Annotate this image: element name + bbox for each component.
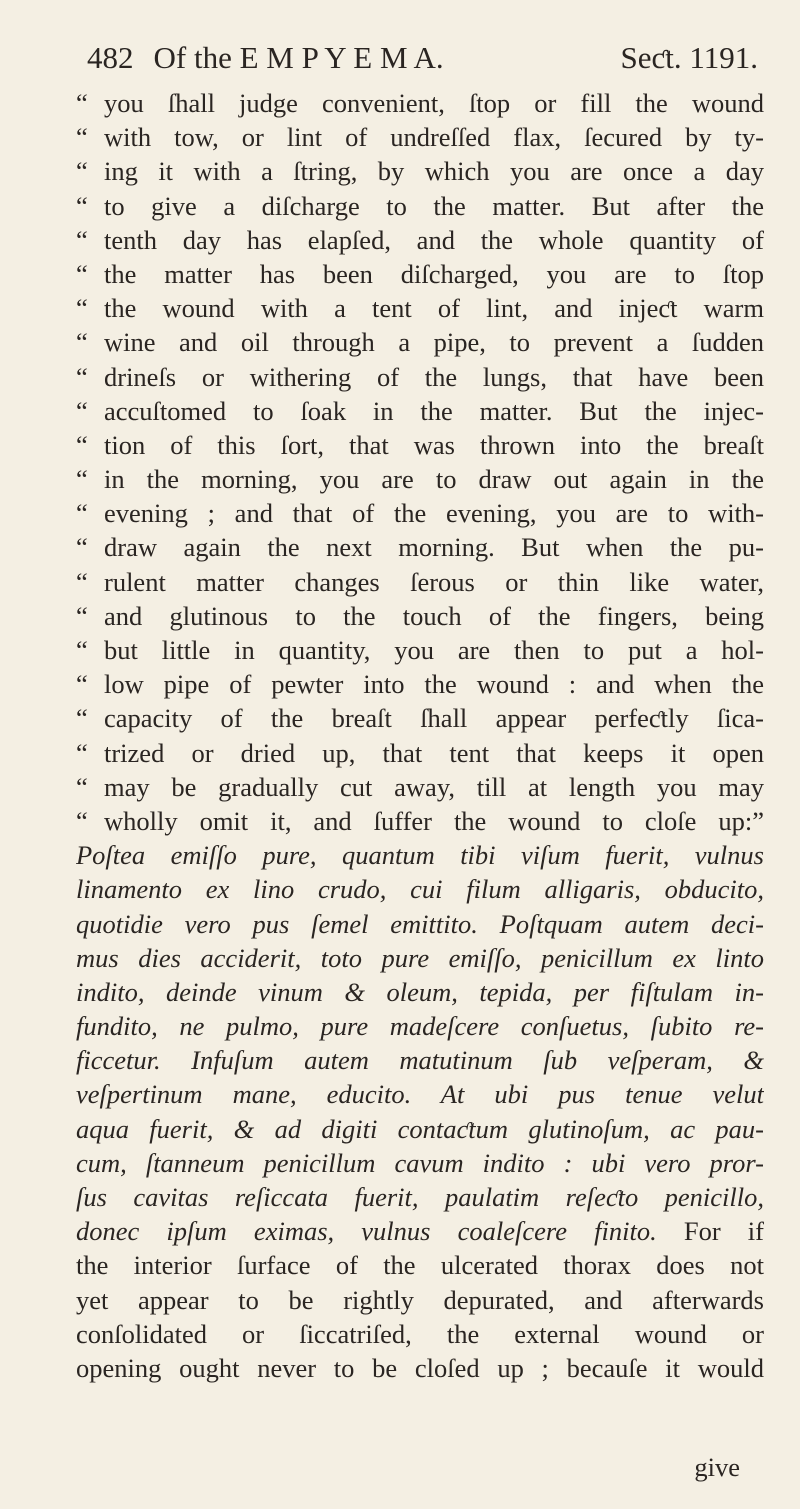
- english-text: wine and oil through a pipe, to prevent a ſudden: [104, 327, 764, 358]
- text-line: [76, 257, 764, 291]
- quote-mark: “: [76, 156, 88, 187]
- text-line: [76, 633, 764, 667]
- quoted-passage: [76, 86, 764, 838]
- text-line: [76, 565, 764, 599]
- latin-text: fundito, ne pulmo, pure madeſcere conſuetus, ſubito re-: [76, 1011, 764, 1042]
- text-line: [76, 975, 764, 1009]
- quote-mark: “: [76, 464, 88, 495]
- text-line: [76, 394, 764, 428]
- text-line: [76, 1214, 764, 1248]
- quote-mark: “: [76, 258, 88, 289]
- text-line: [76, 496, 764, 530]
- english-text: draw again the next morning. But when the pu-: [104, 532, 764, 563]
- english-text: with tow, or lint of undreſſed flax, ſecured by ty-: [104, 122, 764, 153]
- english-text: you ſhall judge convenient, ſtop or fill the wound: [104, 88, 764, 118]
- text-line: [76, 667, 764, 701]
- quote-mark: “: [76, 190, 88, 221]
- english-text: may be gradually cut away, till at length you may: [104, 771, 764, 802]
- quote-mark: “: [76, 327, 88, 358]
- text-line: [76, 736, 764, 770]
- latin-text: mus dies acciderit, toto pure emiſſo, penicillum ex linto: [76, 942, 764, 973]
- text-line: [76, 1283, 764, 1317]
- text-line: [76, 120, 764, 154]
- page-body: [76, 86, 764, 1385]
- english-text: accuſtomed to ſoak in the matter. But the injec-: [104, 395, 764, 426]
- english-text: capacity of the breaſt ſhall appear perfeƈtly ſica-: [104, 703, 764, 734]
- english-text: opening ought never to be cloſed up ; becauſe it would: [76, 1352, 764, 1383]
- text-line: [76, 530, 764, 564]
- english-passage: [76, 1248, 764, 1385]
- text-line: [76, 599, 764, 633]
- running-title: Of the E M P Y E M A.: [153, 40, 444, 75]
- text-line: [76, 1112, 764, 1146]
- quote-mark: “: [76, 498, 88, 529]
- text-line: [76, 804, 764, 838]
- text-line: [76, 1317, 764, 1351]
- quote-mark: “: [76, 600, 88, 631]
- text-line: [76, 360, 764, 394]
- text-line: [76, 838, 764, 872]
- latin-text: ſus cavitas reſiccata fuerit, paulatim reſeƈto penicillo,: [76, 1182, 764, 1212]
- latin-text: ficcetur. Infuſum autem matutinum ſub veſperam, &: [76, 1045, 764, 1076]
- text-line: [76, 189, 764, 223]
- text-line: [76, 701, 764, 735]
- text-line: [76, 907, 764, 941]
- english-text: tion of this ſort, that was thrown into the breaſt: [104, 429, 764, 460]
- latin-text: Poſtea emiſſo pure, quantum tibi viſum fuerit, vulnus: [76, 840, 764, 871]
- running-header: [87, 40, 758, 90]
- english-text: low pipe of pewter into the wound : and when the: [104, 669, 764, 700]
- text-line: [76, 1043, 764, 1077]
- text-line: [76, 428, 764, 462]
- english-text: the interior ſurface of the ulcerated thorax does not: [76, 1250, 764, 1281]
- section-number: Seƈt. 1191.: [620, 40, 758, 75]
- text-line: [76, 1180, 764, 1214]
- english-text: in the morning, you are to draw out again in the: [104, 464, 764, 495]
- english-text: yet appear to be rightly depurated, and afterwards: [76, 1284, 764, 1315]
- quote-mark: “: [76, 224, 88, 255]
- quote-mark: “: [76, 532, 88, 563]
- english-text: and glutinous to the touch of the fingers, being: [104, 600, 764, 631]
- english-text: For if: [656, 1216, 764, 1247]
- quote-mark: “: [76, 293, 88, 324]
- text-line: [76, 86, 764, 120]
- page-number: 482: [87, 40, 134, 75]
- text-line: [76, 462, 764, 496]
- english-text: evening ; and that of the evening, you are to with-: [104, 498, 764, 529]
- text-line: [76, 941, 764, 975]
- english-text: drineſs or withering of the lungs, that have been: [104, 361, 764, 392]
- quote-mark: “: [76, 635, 88, 665]
- text-line: [76, 1351, 764, 1385]
- latin-text: donec ipſum eximas, vulnus coaleſcere finito.: [76, 1216, 657, 1247]
- text-line: [76, 325, 764, 359]
- quote-mark: “: [76, 361, 88, 392]
- latin-text: linamento ex lino crudo, cui filum alligaris, obducito,: [76, 874, 764, 905]
- text-line: [76, 223, 764, 257]
- english-text: to give a diſcharge to the matter. But after the: [104, 190, 764, 221]
- latin-passage: [76, 838, 764, 1180]
- quote-mark: “: [76, 122, 88, 153]
- quote-mark: “: [76, 703, 88, 734]
- quote-mark: “: [76, 771, 88, 802]
- english-text: but little in quantity, you are then to put a hol-: [104, 635, 764, 665]
- text-line: [76, 1077, 764, 1111]
- english-text: rulent matter changes ſerous or thin like water,: [104, 566, 764, 597]
- english-text: ing it with a ſtring, by which you are once a day: [104, 156, 764, 187]
- latin-text: indito, deinde vinum & oleum, tepida, per fiſtulam in-: [76, 976, 764, 1007]
- quote-mark: “: [76, 88, 88, 118]
- text-line: [76, 291, 764, 325]
- latin-text: aqua fuerit, & ad digiti contaƈtum glutinoſum, ac pau-: [76, 1113, 764, 1144]
- english-text: trized or dried up, that tent that keeps it open: [104, 737, 764, 768]
- quote-mark: “: [76, 429, 88, 460]
- quote-mark: “: [76, 566, 88, 597]
- latin-text: quotidie vero pus ſemel emittito. Poſtquam autem deci-: [76, 908, 764, 939]
- text-line: [76, 154, 764, 188]
- text-line: [76, 1146, 764, 1180]
- text-line: [76, 872, 764, 906]
- english-text: the wound with a tent of lint, and injeƈt warm: [104, 293, 764, 324]
- text-line: [76, 770, 764, 804]
- text-line: [76, 1009, 764, 1043]
- english-text: tenth day has elapſed, and the whole quantity of: [104, 224, 764, 255]
- quote-mark: “: [76, 395, 88, 426]
- english-text: wholly omit it, and ſuffer the wound to cloſe up:”: [104, 805, 764, 836]
- quote-mark: “: [76, 737, 88, 768]
- latin-text: veſpertinum mane, educito. At ubi pus tenue velut: [76, 1079, 764, 1110]
- catchword: give: [694, 1452, 740, 1482]
- quote-mark: “: [76, 805, 88, 836]
- text-line: [76, 1248, 764, 1282]
- latin-text: cum, ſtanneum penicillum cavum indito : ubi vero pror-: [76, 1147, 764, 1178]
- quote-mark: “: [76, 669, 88, 700]
- english-text: the matter has been diſcharged, you are to ſtop: [104, 258, 764, 289]
- english-text: conſolidated or ſiccatriſed, the external wound or: [76, 1318, 764, 1349]
